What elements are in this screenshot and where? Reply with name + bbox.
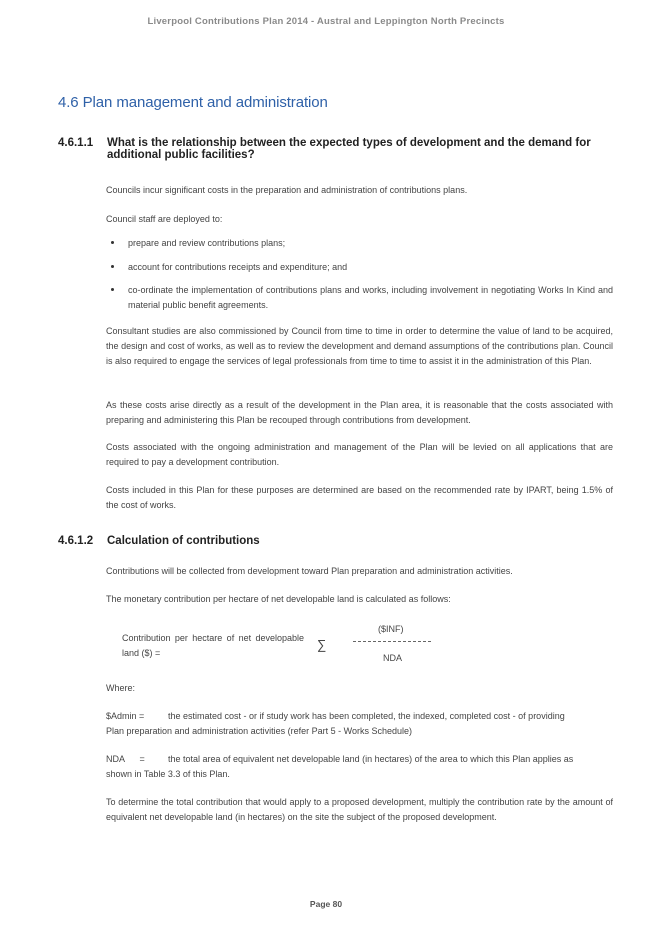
paragraph: Council staff are deployed to: — [106, 214, 223, 224]
bullet-icon — [111, 288, 114, 291]
paragraph: As these costs arise directly as a result of the development in the Plan area, it is reasonable that the costs associated with preparing and administering this Plan be recouped through contributions from development. — [106, 400, 613, 425]
formula-denominator: NDA — [383, 653, 403, 663]
bullet-icon — [111, 265, 114, 268]
paragraph: Councils incur significant costs in the preparation and administration of contributions plans. — [106, 185, 468, 195]
subsection-title: Calculation of contributions — [107, 535, 260, 547]
paragraph: The monetary contribution per hectare of net developable land is calculated as follows: — [106, 594, 451, 604]
subsection-heading-4-6-1-1 — [58, 137, 614, 169]
bullet-text: account for contributions receipts and expenditure; and — [128, 262, 348, 272]
formula-numerator: ($INF) — [378, 624, 404, 634]
sigma-symbol: ∑ — [317, 637, 327, 652]
subsection-number: 4.6.1.2 — [58, 535, 94, 547]
paragraph: Costs associated with the ongoing administration and management of the Plan will be levied on all applications that are required to pay a development contribution. — [106, 442, 613, 467]
definition-term: $Admin = — [106, 711, 145, 721]
section-title: Plan management and administration — [82, 94, 328, 111]
definition-term: NDA = — [106, 754, 145, 764]
running-header: Liverpool Contributions Plan 2014 - Austral and Leppington North Precincts — [147, 16, 505, 27]
formula-label: Contribution per hectare of net developable land ($) = — [122, 633, 304, 658]
subsection-heading-4-6-1-2 — [58, 535, 614, 551]
subsection-title — [107, 137, 614, 161]
bullet-icon — [111, 241, 114, 244]
section-heading — [58, 94, 328, 111]
page-number: Page 80 — [309, 899, 343, 909]
paragraph: To determine the total contribution that would apply to a proposed development, multiply the contribution rate by the amount of equivalent net developable land (in hectares) on the site the subject of the proposed development. — [106, 797, 613, 822]
paragraph: Costs included in this Plan for these purposes are determined are based on the recommended rate by IPART, being 1.5% of the cost of works. — [106, 485, 613, 510]
definition-text: the total area of equivalent net developable land (in hectares) of the area to which this Plan applies as — [168, 754, 574, 764]
bullet-text: prepare and review contributions plans; — [128, 238, 286, 248]
fraction-line — [353, 641, 431, 642]
section-number: 4.6 — [58, 94, 79, 111]
subsection-title-line-2: additional public facilities? — [107, 149, 255, 161]
where-label: Where: — [106, 683, 136, 693]
definition-text-continued: shown in Table 3.3 of this Plan. — [106, 769, 230, 779]
definition-text: the estimated cost - or if study work has been completed, the indexed, completed cost - of providing — [168, 711, 565, 721]
subsection-title-line-1: What is the relationship between the expected types of development and the demand for — [107, 137, 591, 149]
paragraph: Consultant studies are also commissioned by Council from time to time in order to determine the value of land to be acquired, the design and cost of works, as well as to review the development and demand assumptions of the contributions plan. Council is also required to engage the services of legal professionals from time to time to assist it in the administration of this Plan. — [106, 326, 613, 366]
bullet-text: co-ordinate the implementation of contributions plans and works, including involvement in negotiating Works In Kind and material public benefit agreements. — [128, 285, 613, 310]
definition-text-continued: Plan preparation and administration activities (refer Part 5 - Works Schedule) — [106, 726, 412, 736]
paragraph: Contributions will be collected from development toward Plan preparation and administration activities. — [106, 566, 513, 576]
subsection-number: 4.6.1.1 — [58, 137, 94, 149]
